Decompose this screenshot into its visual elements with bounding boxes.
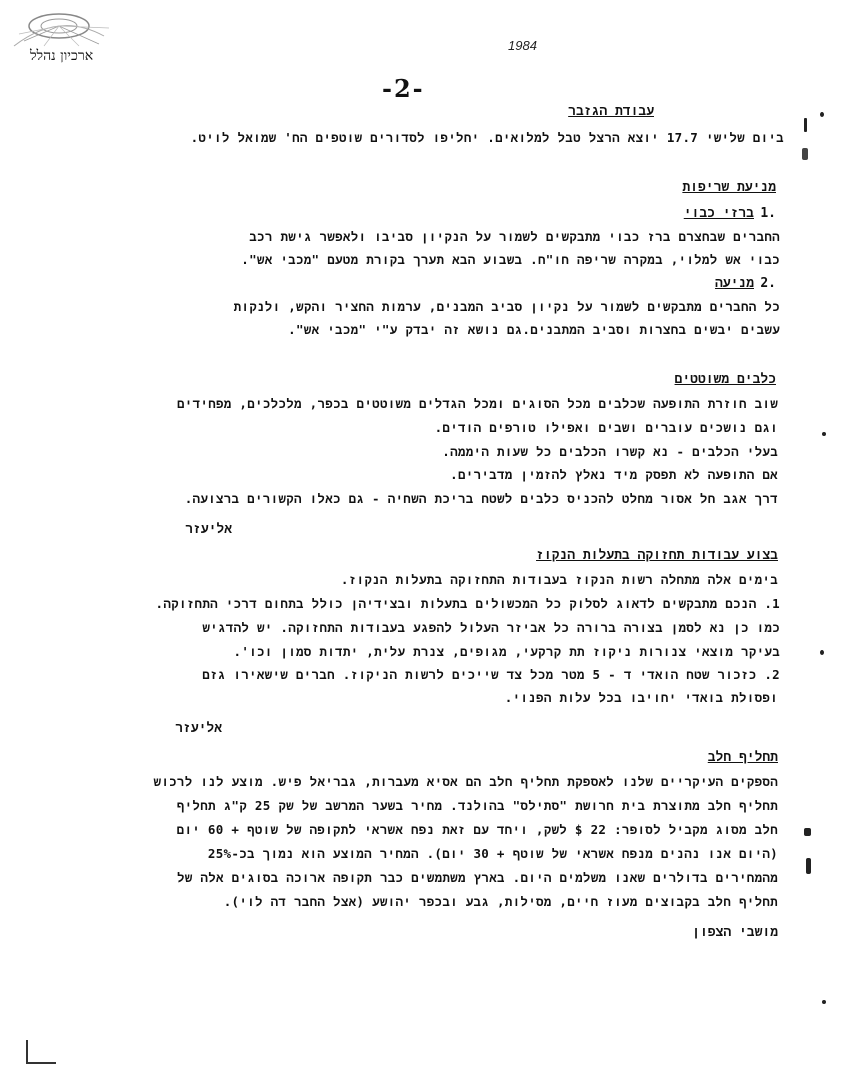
dogs-line: בעלי הכלבים - נא קשרו הכלבים כל שעות היממה.	[442, 444, 778, 459]
signature: אליעזר	[185, 522, 232, 537]
signature: אליעזר	[175, 721, 222, 736]
drainage-line: בימים אלה מתחלה רשות הנקוז בעבודות התחזוקה בתעלות הנקוז.	[340, 572, 778, 587]
margin-mark	[806, 858, 811, 874]
drainage-line: ופסולת בואדי יחויבו בכל עלות הפנוי.	[504, 690, 778, 705]
archive-label: ארכיון נהלל	[30, 48, 94, 64]
drainage-line: 2. כזכור שטח הואדי ד - 5 מטר מכל צד שייכים לרשות הניקוז. חברים שישאירו גזם	[202, 667, 780, 682]
drainage-line: 1. הנכם מתבקשים לדאוג לסלוק כל המכשולים בתעלות ובצידיהן כולל בתחום דרכי התחזוקה.	[155, 596, 780, 611]
signature: מושבי הצפון	[692, 925, 778, 940]
margin-mark	[820, 650, 824, 655]
fire-item-number: 1.	[760, 206, 776, 221]
margin-mark	[822, 432, 826, 436]
milk-line: (היום אנו נהנים מנפח אשראי של שוטף + 30 יום). המחיר המוצע הוא נמוך בכ-25%	[207, 846, 778, 861]
fire-item-title: ברזי כבוי	[683, 206, 754, 221]
section-title-drainage: בצוע עבודות תחזוקה בתעלות הנקוז	[536, 548, 778, 563]
milk-line: מהמחירים בדולרים שאנו משלמים היום. בארץ משתמשים כבר תקופה ארוכה בסוגים אלה של	[176, 870, 778, 885]
margin-mark	[820, 112, 824, 117]
corner-mark	[26, 1062, 56, 1064]
section-title-dogs: כלבים משוטטים	[674, 372, 776, 387]
section-title-fire: מניעת שריפות	[682, 180, 776, 195]
margin-mark	[802, 148, 808, 160]
page-number: -2-	[382, 74, 425, 103]
dogs-line: שוב חוזרת התופעה שכלבים מכל הסוגים ומכל הגדלים משוטטים בכפר, מלכלכים, מפחידים	[176, 396, 778, 411]
dogs-line: דרך אגב חל אסור מחלט להכניס כלבים לשטח בריכת השחיה - גם כאלו הקשורים ברצועה.	[184, 491, 778, 506]
milk-line: חלב מסוג מקביל לסופר: 22 $ לשק, ויחד עם זאת נפח אשראי לתקופה של שוטף + 60 יום	[176, 822, 778, 837]
margin-mark	[822, 1000, 826, 1004]
milk-line: תחליף חלב בקבוצים מעוז חיים, מסילות, גבע ובכפר יהושע (אצל החבר דה לוי).	[223, 894, 778, 909]
archive-logo-icon	[4, 6, 124, 86]
fire-item-line: כבוי אש למלוי, במקרה שריפה חו"ח. בשבוע הבא תערך בקורת מטעם "מכבי אש".	[241, 252, 780, 267]
drainage-line: כמו כן נא לסמן בצורה ברורה כל אביזר העלול להפגע בעבודות התחזוקה. יש להדגיש	[202, 620, 780, 635]
milk-line: תחליף חלב מתוצרת בית חרושת "סתילס" בהולנד. מחיר בשער המרשב של שק 25 ק"ג תחליף	[176, 798, 778, 813]
drainage-line: בעיקר מוצאי צנורות ניקוז תת קרקעי, מגופים, צנרת עלית, יתדות סמון וכו'.	[233, 644, 780, 659]
treasurer-line: ביום שלישי 17.7 יוצא הרצל טבל למלואים. יחליפו לסדורים שוטפים הח' שמואל לויט.	[190, 130, 784, 145]
margin-mark	[804, 828, 811, 836]
fire-item-title: מניעה	[714, 276, 754, 291]
section-title-treasurer: עבודת הגזבר	[568, 104, 654, 119]
fire-item-line: החברים שבחצרם ברז כבוי מתבקשים לשמור על הנקיון סביבו ולאפשר גישת רכב	[249, 229, 780, 244]
corner-mark	[26, 1040, 28, 1064]
fire-item-line: כל החברים מתבקשים לשמור על נקיון סביב המבנים, ערמות החציר והקש, ולנקות	[233, 299, 780, 314]
section-title-milk: תחליף חלב	[707, 750, 778, 765]
dogs-line: וגם נושכים עוברים ושבים ואפילו טורפים הודים.	[434, 420, 778, 435]
fire-item-number: 2.	[760, 276, 776, 291]
milk-line: הספקים העיקריים שלנו לאספקת תחליף חלב הם אסיא מעברות, גבריאל פיש. מוצע לנו לרכוש	[153, 774, 778, 789]
margin-mark	[804, 118, 807, 132]
dogs-line: אם התופעה לא תפסק מיד נאלץ להזמין מדבירים.	[450, 467, 778, 482]
fire-item-line: עשבים יבשים בחצרות וסביב המתבנים.גם נושא זה יבדק ע"י "מכבי אש".	[288, 322, 780, 337]
year-label: 1984	[508, 38, 537, 53]
